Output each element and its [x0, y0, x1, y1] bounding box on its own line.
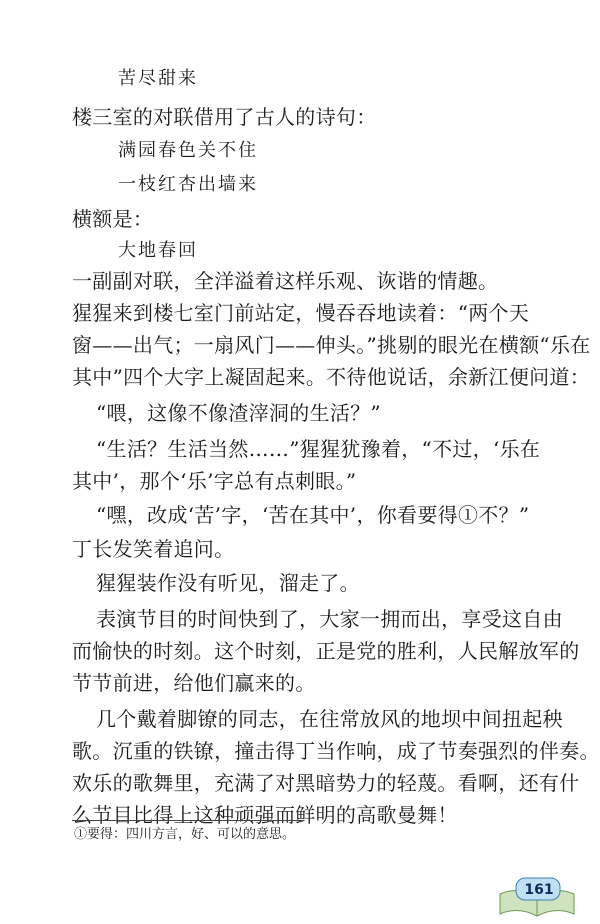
poem-line: 满园春色关不住	[118, 140, 258, 161]
text-line: 猩猩装作没有听见，溜走了。	[96, 571, 360, 595]
text-line: 窗——出气；一扇风门——伸头。”挑剔的眼光在横额“乐在	[72, 333, 591, 357]
text-line: 一副副对联，全洋溢着这样乐观、诙谐的情趣。	[72, 269, 499, 293]
poem-line: 一枝红杏出墙来	[118, 174, 258, 195]
text-line: 楼三室的对联借用了古人的诗句：	[72, 105, 377, 129]
text-line: 猩猩来到楼七室门前站定，慢吞吞地读着：“两个天	[72, 301, 530, 325]
text-line: “喂，这像不像渣滓洞的生活？”	[96, 401, 381, 425]
poem-line: 大地春回	[118, 240, 198, 261]
text-line: 欢乐的歌舞里，充满了对黑暗势力的轻蔑。看啊，还有什	[72, 771, 580, 795]
footnote-divider	[72, 820, 304, 821]
text-line: 节节前进，给他们赢来的。	[72, 671, 316, 695]
poem-line: 苦尽甜来	[118, 68, 198, 89]
text-line: 表演节目的时间快到了，大家一拥而出，享受这自由	[96, 607, 563, 631]
text-line: “嘿，改成‘苦’字，‘苦在其中’，你看要得①不？”	[96, 503, 530, 527]
footnote: ①要得：四川方言，好、可以的意思。	[74, 827, 296, 842]
text-line: 歌。沉重的铁镣，撞击得丁当作响，成了节奏强烈的伴奏。	[72, 739, 600, 763]
text-line: 丁长发笑着追问。	[72, 537, 235, 561]
text-line: 其中”四个大字上凝固起来。不待他说话，余新江便问道：	[72, 365, 591, 389]
text-line: 几个戴着脚镣的同志，在往常放风的地坝中间扭起秧	[96, 707, 563, 731]
text-line: 其中’，那个‘乐’字总有点刺眼。”	[72, 469, 357, 493]
text-line: 而愉快的时刻。这个时刻，正是党的胜利，人民解放军的	[72, 639, 580, 663]
page-number: 161	[524, 882, 554, 898]
text-line: 么节目比得上这种顽强而鲜明的高歌曼舞！	[72, 803, 458, 827]
text-line: “生活？生活当然……”猩猩犹豫着，“不过，‘乐在	[96, 437, 541, 461]
text-line: 横额是：	[72, 207, 154, 231]
